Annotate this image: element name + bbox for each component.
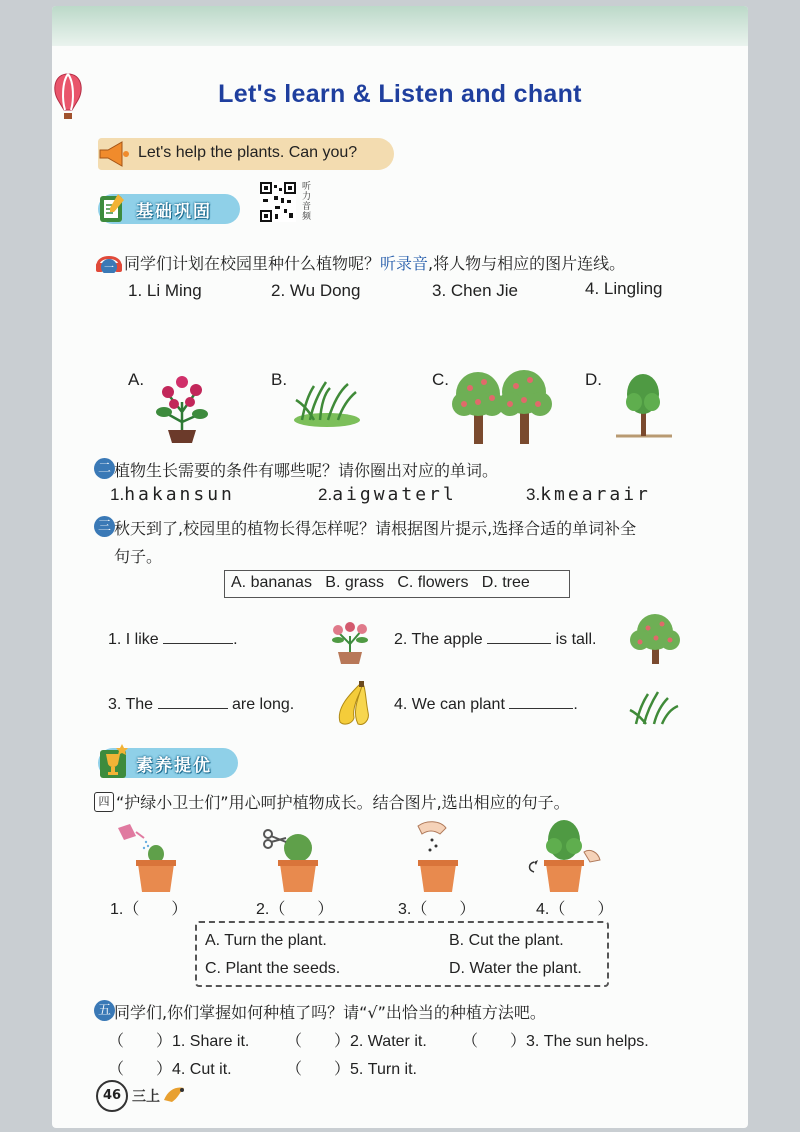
q4-blank-3[interactable]: 3.（ ） xyxy=(398,901,476,918)
q5-item-2[interactable]: （ ）2. Water it. xyxy=(286,1033,427,1050)
q4-prompt: “护绿小卫士们”用心呵护植物成长。结合图片,选出相应的句子。 xyxy=(116,793,570,812)
q3-sentence-4 xyxy=(394,696,578,714)
apple-tree-hint-picture xyxy=(626,610,684,666)
q4-blank-1[interactable]: 1.（ ） xyxy=(110,901,188,918)
chant-text: Let's help the plants. Can you? xyxy=(138,144,358,161)
q3-word-options: A. bananas B. grass C. flowers D. tree xyxy=(231,574,530,591)
grass-hint-picture xyxy=(628,688,680,726)
planting-seeds-picture xyxy=(406,816,466,894)
workbook-page xyxy=(52,6,748,1128)
q1-name-4: 4. Lingling xyxy=(585,279,663,298)
q3-s4-blank[interactable] xyxy=(509,696,573,709)
grade-label: 三上 xyxy=(132,1089,160,1105)
q4-option-d: D. Water the plant. xyxy=(449,960,582,977)
q2-item-3 xyxy=(526,484,651,505)
q1-prompt-rest: ,将人物与相应的图片连线。 xyxy=(428,254,626,273)
q4-number: 四 xyxy=(94,792,114,812)
q3-word-box xyxy=(224,570,570,598)
q3-s2-end: is tall. xyxy=(555,631,597,648)
young-tree-picture xyxy=(612,372,676,442)
q3-s2-blank[interactable] xyxy=(487,631,551,644)
q2-number: 二 xyxy=(94,458,115,479)
q4-option-c: C. Plant the seeds. xyxy=(205,960,341,977)
q1-prompt-text: 同学们计划在校园里种什么植物呢？ xyxy=(124,254,381,273)
q2-item-2-num: 2. xyxy=(318,485,333,504)
q5-item-5[interactable]: （ ）5. Turn it. xyxy=(286,1061,417,1078)
q5-item-1[interactable]: （ ）1. Share it. xyxy=(108,1033,250,1050)
turning-plant-picture xyxy=(524,812,604,894)
q1-pic-label-a: A. xyxy=(128,370,145,389)
q3-sentence-1 xyxy=(108,631,238,649)
audio-label: 听力音频 xyxy=(302,182,312,222)
q3-s4-text: 4. We can plant xyxy=(394,696,505,713)
q3-s1-text: 1. I like xyxy=(108,631,159,648)
q5-item-3[interactable]: （ ）3. The sun helps. xyxy=(462,1033,649,1050)
section-title-basic: 基础巩固 xyxy=(136,202,212,222)
top-band xyxy=(52,6,748,46)
q1-name-2: 2. Wu Dong xyxy=(271,281,361,300)
watering-plant-picture xyxy=(116,820,182,894)
q1-pic-label-b: B. xyxy=(271,370,288,389)
q3-s3-text: 3. The xyxy=(108,696,154,713)
page-number: 46 xyxy=(96,1080,128,1112)
q2-prompt: 植物生长需要的条件有哪些呢？请你圈出对应的单词。 xyxy=(114,461,499,480)
q3-prompt-line2: 句子。 xyxy=(114,547,163,566)
q2-item-2 xyxy=(318,484,457,505)
q4-blank-4[interactable]: 4.（ ） xyxy=(536,901,614,918)
apple-trees-picture xyxy=(450,360,554,446)
q5-item-4[interactable]: （ ）4. Cut it. xyxy=(108,1061,232,1078)
q3-s1-blank[interactable] xyxy=(163,631,233,644)
q5-prompt: 同学们,你们掌握如何种植了吗？请“√”出恰当的种植方法吧。 xyxy=(114,1003,546,1022)
q3-prompt-line1: 秋天到了,校园里的植物长得怎样呢？请根据图片提示,选择合适的单词补全 xyxy=(114,519,637,538)
q1-name-1: 1. Li Ming xyxy=(128,281,202,300)
q3-number: 三 xyxy=(94,516,115,537)
q3-s3-blank[interactable] xyxy=(158,696,228,709)
q2-item-3-letters[interactable]: kmearair xyxy=(540,484,651,505)
cutting-plant-picture xyxy=(258,820,322,894)
megaphone-icon xyxy=(96,140,132,168)
q2-item-2-letters[interactable]: aigwaterl xyxy=(332,484,457,505)
q3-s4-end: . xyxy=(573,696,578,713)
section-title-advanced: 素养提优 xyxy=(136,756,212,776)
q1-name-3: 3. Chen Jie xyxy=(432,281,518,300)
potted-flowers-picture xyxy=(152,372,212,444)
q1-pic-label-c: C. xyxy=(432,370,449,389)
q1-prompt-listen: 听录音 xyxy=(380,254,429,273)
q1-pic-label-d: D. xyxy=(585,370,602,389)
q2-item-1-num: 1. xyxy=(110,485,125,504)
q2-item-1 xyxy=(110,484,235,505)
q1-prompt xyxy=(124,251,625,274)
bananas-hint-picture xyxy=(330,680,372,728)
q1-number: 一 xyxy=(104,263,114,273)
trophy-icon xyxy=(96,742,130,780)
q2-item-3-num: 3. xyxy=(526,485,541,504)
q4-blank-2[interactable]: 2.（ ） xyxy=(256,901,334,918)
q2-item-1-letters[interactable]: hakansun xyxy=(124,484,235,505)
flower-pot-hint-picture xyxy=(328,620,372,666)
notebook-pencil-icon xyxy=(96,190,128,226)
q3-s2-text: 2. The apple xyxy=(394,631,483,648)
qr-code-icon[interactable] xyxy=(260,182,296,222)
q3-s1-end: . xyxy=(233,631,238,648)
grass-picture xyxy=(292,378,362,428)
q4-options-box xyxy=(195,921,609,987)
headphones-icon xyxy=(94,249,124,273)
q4-option-b: B. Cut the plant. xyxy=(449,932,564,949)
page-title: Let's learn & Listen and chant xyxy=(218,80,582,108)
q3-sentence-3 xyxy=(108,696,294,714)
q3-s3-end: are long. xyxy=(231,696,295,713)
bird-icon xyxy=(162,1082,188,1104)
q3-sentence-2 xyxy=(394,631,596,649)
q5-number: 五 xyxy=(94,1000,115,1021)
q4-option-a: A. Turn the plant. xyxy=(205,932,327,949)
